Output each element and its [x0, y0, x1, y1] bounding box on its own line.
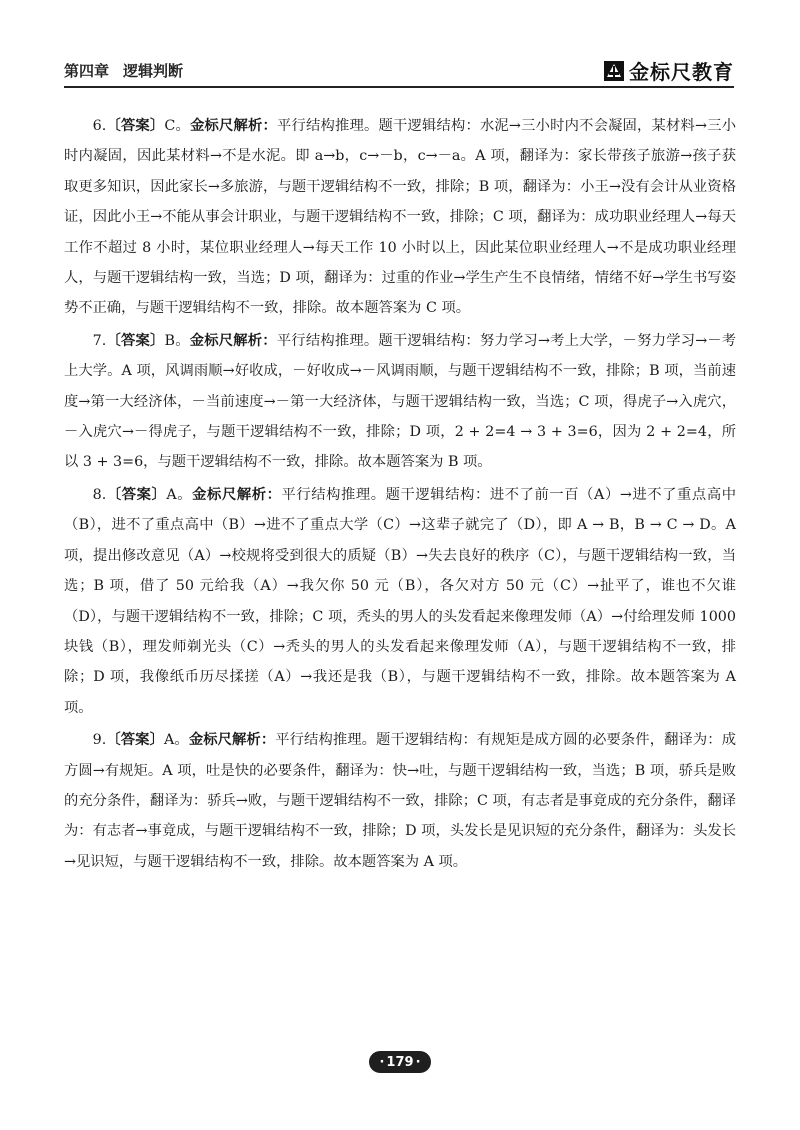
answer-label: 〔答案〕 — [106, 332, 165, 349]
question-number: 9. — [92, 732, 107, 749]
analysis-text: 平行结构推理。题干逻辑结构：进不了前一百（A）→进不了重点高中（B），进不了重点高中（B）→进不了重点大学（C）→这辈子就完了（D），即 A → B，B → C → D。A 项，提出修改意见（A）→校规将受到很大的质疑（B）→失去良好的秩序（C），与题干逻辑结构一致，当选；B 项，借了 50 元给我（A）→我欠你 50 元（B），各欠对方 50 元（C）→扯平了，谁也不欠谁（D），与题干逻辑结构不一致，排除；C 项，秃头的男人的头发看起来像理发师（A）→付给理发师 1000 块钱（B），理发师剃光头（C）→秃头的男人的头发看起来像理发师（A），与题干逻辑结构不一致，排除；D 项，我像纸币历尽揉搓（A）→我还是我（B），与题干逻辑结构不一致，排除。故本题答案为 A 项。 — [64, 486, 737, 716]
answer-item — [64, 725, 736, 877]
answer-value: A。 — [163, 732, 189, 749]
chapter-number: 第四章 — [64, 62, 110, 80]
answer-item — [64, 326, 736, 478]
answer-item — [64, 480, 736, 723]
analysis-text: 平行结构推理。题干逻辑结构：有规矩是成方圆的必要条件，翻译为：成方圆→有规矩。A 项，吐是快的必要条件，翻译为：快→吐，与题干逻辑结构一致，当选；B 项，骄兵是败的充分条件，翻译为：骄兵→败，与题干逻辑结构不一致，排除；C 项，有志者是事竟成的充分条件，翻译为：有志者→事竟成，与题干逻辑结构不一致，排除；D 项，头发长是见识短的充分条件，翻译为：头发长→见识短，与题干逻辑结构不一致，排除。故本题答案为 A 项。 — [64, 732, 737, 870]
analysis-label: 金标尺解析： — [192, 486, 282, 503]
page-number-badge — [369, 1051, 431, 1073]
analysis-label: 金标尺解析： — [189, 332, 277, 349]
analysis-label: 金标尺解析： — [190, 118, 278, 134]
analysis-label: 金标尺解析： — [188, 732, 276, 749]
analysis-text: 平行结构推理。题干逻辑结构：水泥→三小时内不会凝固，某材料→三小时内凝固，因此某材料→不是水泥。即 a→b，c→－b，c→－a。A 项，翻译为：家长带孩子旅游→孩子获取更多知识，因此家长→多旅游，与题干逻辑结构不一致，排除；B 项，翻译为：小王→没有会计从业资格证，因此小王→不能从事会计职业，与题干逻辑结构不一致，排除；C 项，翻译为：成功职业经理人→每天工作不超过 8 小时，某位职业经理人→每天工作 10 小时以上，因此某位职业经理人→不是成功职业经理人，与题干逻辑结构一致，当选；D 项，翻译为：过重的作业→学生产生不良情绪，情绪不好→学生书写姿势不正确，与题干逻辑结构不一致，排除。故本题答案为 C 项。 — [64, 118, 736, 317]
answer-value: A。 — [166, 486, 193, 503]
brand-logo — [603, 56, 734, 85]
question-number: 8. — [92, 486, 107, 503]
page-header — [64, 56, 734, 86]
section-title: 逻辑判断 — [123, 62, 184, 80]
answer-label: 〔答案〕 — [106, 486, 167, 503]
answer-value: B。 — [164, 332, 190, 349]
question-number: 6. — [92, 118, 107, 134]
brand-name: 金标尺教育 — [629, 60, 734, 84]
answer-item — [64, 111, 736, 324]
answer-value: C。 — [164, 118, 191, 134]
page-number: 179 — [386, 1054, 414, 1070]
analysis-text: 平行结构推理。题干逻辑结构：努力学习→考上大学，－努力学习→－考上大学。A 项，风调雨顺→好收成，－好收成→－风调雨顺，与题干逻辑结构不一致，排除；B 项，当前速度→第一大经济体，－当前速度→－第一大经济体，与题干逻辑结构一致，当选；C 项，得虎子→入虎穴，－入虎穴→－得虎子，与题干逻辑结构不一致，排除；D 项，2 + 2=4 → 3 + 3=6，因为 2 + 2=4，所以 3 + 3=6，与题干逻辑结构不一致，排除。故本题答案为 B 项。 — [64, 332, 737, 471]
ruler-logo-icon — [603, 60, 625, 82]
answer-label: 〔答案〕 — [106, 732, 164, 749]
chapter-heading — [64, 60, 197, 81]
dot-icon: · — [379, 1054, 385, 1070]
dot-icon: · — [415, 1054, 421, 1070]
header-divider — [64, 86, 734, 88]
answer-label: 〔答案〕 — [106, 118, 165, 134]
answer-list — [64, 111, 736, 879]
question-number: 7. — [92, 332, 107, 349]
